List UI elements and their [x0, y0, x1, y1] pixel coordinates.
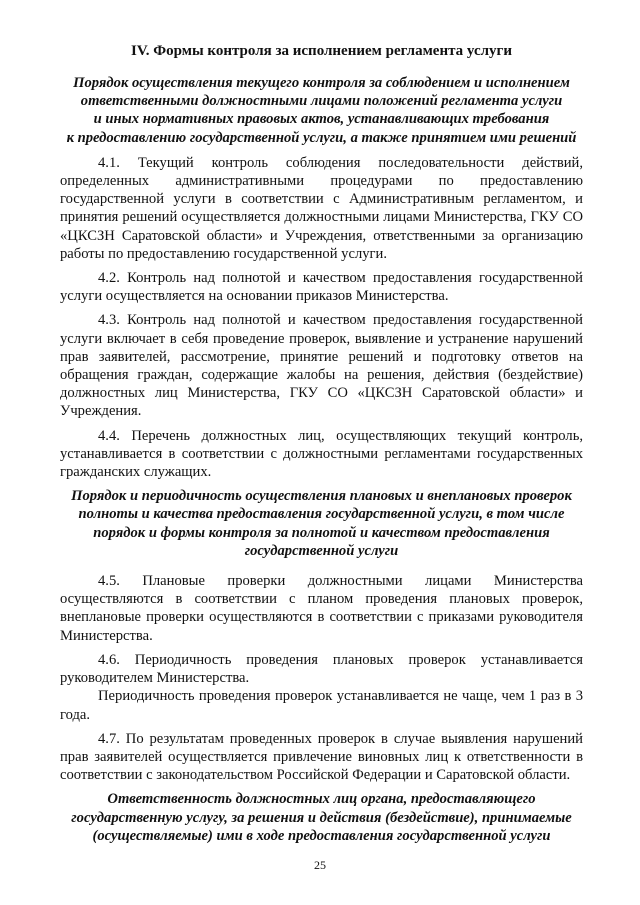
subheading-line: порядок и формы контроля за полнотой и качеством предоставления: [93, 524, 550, 541]
paragraph-4-1: 4.1. Текущий контроль соблюдения последовательности действий, определенных административными процедурами по предоставлению государственной услуги в соответствии с Административным регламентом, и принятия решений осуществляется должностными лицами Министерства, ГКУ СО «ЦКСЗН Саратовской области» и Учреждения, ответственными за организацию работы по предоставлению государственной услуги.: [60, 154, 583, 262]
subheading-line: и иных нормативных правовых актов, устанавливающих требования: [93, 111, 550, 128]
subheading-line: полноты и качества предоставления государственной услуги, в том числе: [78, 506, 565, 523]
paragraph-4-6: 4.6. Периодичность проведения плановых проверок устанавливается руководителем Министерства.: [60, 651, 583, 687]
subheading-line: Порядок и периодичность осуществления плановых и внеплановых проверок: [71, 488, 572, 505]
subheading-line: Ответственность должностных лиц органа, предоставляющего: [107, 791, 536, 808]
subheading-line: государственную услугу, за решения и действия (бездействие), принимаемые: [71, 809, 572, 826]
paragraph-4-3: 4.3. Контроль над полнотой и качеством предоставления государственной услуги включает в себя проведение проверок, выявление и устранение нарушений прав заявителей, рассмотрение, принятие решений и подготовку ответов на обращения граждан, содержащие жалобы на решения, действия (бездействие) должностных лиц Министерства, ГКУ СО «ЦКСЗН Саратовской области» и Учреждения.: [60, 312, 583, 420]
paragraph-4-7: 4.7. По результатам проведенных проверок в случае выявления нарушений прав заявителей осуществляется привлечение виновных лиц к ответственности в соответствии с законодательством Российской Федерации и Саратовской области.: [60, 730, 583, 784]
section-title: IV. Формы контроля за исполнением регламента услуги: [131, 43, 512, 59]
paragraph-4-4: 4.4. Перечень должностных лиц, осуществляющих текущий контроль, устанавливается в соответствии с должностными регламентами государственных гражданских служащих.: [60, 427, 583, 481]
subheading-line: к предоставлению государственной услуги, а также принятием ими решений: [66, 129, 577, 146]
page-number: 25: [314, 858, 326, 872]
paragraph-4-5: 4.5. Плановые проверки должностными лицами Министерства осуществляются в соответствии с планом проведения плановых проверок, внеплановые проверки осуществляются в соответствии с приказами руководителя Министерства.: [60, 573, 583, 644]
subheading-line: государственной услуги: [244, 542, 399, 559]
subheading-inspections: [60, 487, 583, 560]
paragraph-periodicity: Периодичность проведения проверок устанавливается не чаще, чем 1 раз в 3 года.: [60, 688, 583, 723]
paragraph-4-2: 4.2. Контроль над полнотой и качеством предоставления государственной услуги осуществляется на основании приказов Министерства.: [60, 270, 583, 305]
subheading-line: (осуществляемые) ими в ходе предоставления государственной услуги: [92, 827, 551, 844]
subheading-current-control: [60, 74, 583, 147]
subheading-line: Порядок осуществления текущего контроля за соблюдением и исполнением: [73, 75, 570, 91]
subheading-line: ответственными должностными лицами положений регламента услуги: [80, 93, 563, 110]
subheading-responsibility: [60, 790, 583, 845]
